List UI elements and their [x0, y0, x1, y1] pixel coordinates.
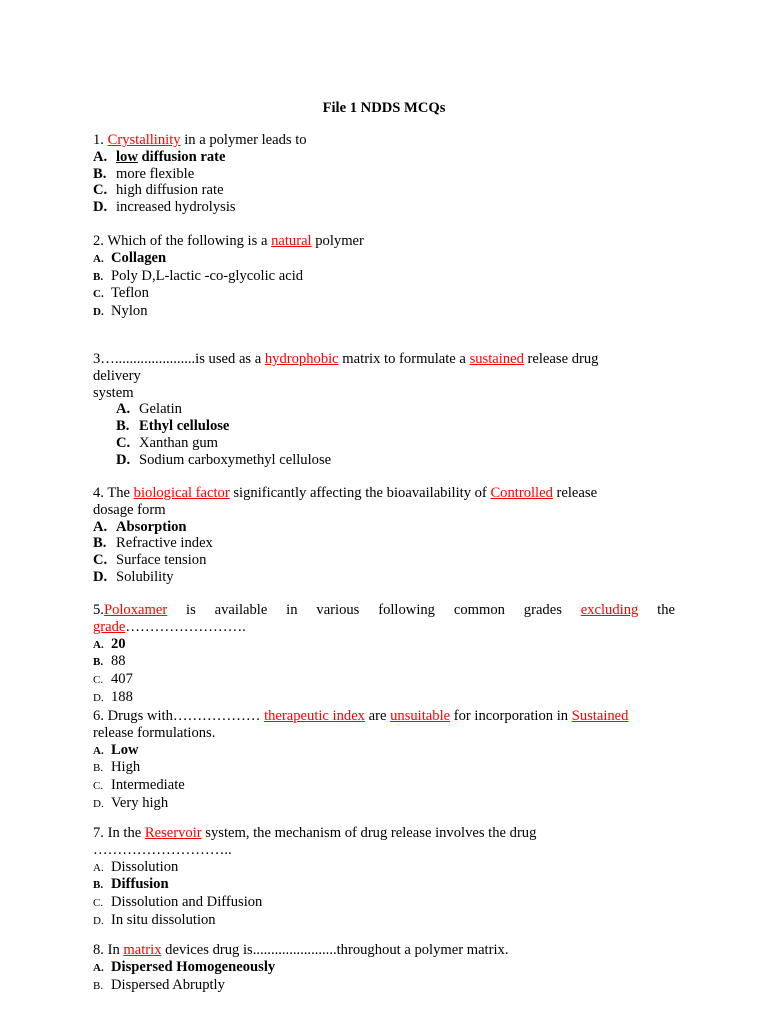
question-3-stem-line3: system: [93, 384, 134, 401]
question-6: [93, 708, 675, 813]
option-a: A. Gelatin: [116, 401, 182, 418]
highlighted-term: Controlled: [490, 485, 553, 501]
option-a: A. Dissolution: [93, 858, 179, 875]
option-b: B. Ethyl cellulose: [116, 418, 230, 435]
option-d: D. 188: [93, 688, 133, 705]
question-7: [93, 825, 675, 930]
question-8: [93, 942, 675, 994]
highlighted-term: hydrophobic: [264, 351, 339, 367]
option-a: A. Dispersed Homogeneously: [93, 958, 276, 975]
option-b: B. Dispersed Abruptly: [93, 976, 225, 993]
question-7-stem: 7. In the Reservoir system, the mechanism of drug release involves the drug: [93, 825, 537, 841]
highlighted-term: Sustained: [571, 708, 629, 724]
question-2-stem: 2. Which of the following is a natural polymer: [93, 233, 364, 249]
question-3-stem-line2: delivery: [93, 367, 141, 384]
question-8-stem: 8. In matrix devices drug is.......................throughout a polymer matrix.: [93, 942, 509, 958]
option-c: C. Xanthan gum: [116, 434, 219, 451]
question-6-stem: 6. Drugs with……………… therapeutic index are unsuitable for incorporation in Sustained: [93, 708, 629, 724]
highlighted-term: Crystallinity: [107, 132, 181, 148]
question-4-stem-line2: dosage form: [93, 501, 166, 518]
option-d: D. Very high: [93, 794, 169, 811]
option-a: A. low diffusion rate: [93, 148, 226, 165]
question-3: [93, 351, 675, 469]
option-d: D. increased hydrolysis: [93, 199, 236, 216]
option-b: B. more flexible: [93, 165, 195, 182]
document-title: File 1 NDDS MCQs: [322, 100, 446, 116]
question-1-stem: [93, 132, 675, 149]
question-7-stem-line2: ………………………..: [93, 841, 232, 858]
option-b: B. Poly D,L-lactic -co-glycolic acid: [93, 267, 304, 284]
highlighted-term: Poloxamer: [103, 602, 168, 618]
question-5-stem-line2: grade…………………….: [93, 618, 246, 635]
option-c: C. Dissolution and Diffusion: [93, 894, 263, 911]
highlighted-term: grade: [93, 618, 126, 635]
highlighted-term: therapeutic index: [264, 708, 365, 724]
highlighted-term: natural: [271, 233, 312, 249]
option-d: D. In situ dissolution: [93, 911, 216, 928]
option-b: B. 88: [93, 653, 126, 670]
highlighted-term: excluding: [580, 602, 639, 618]
option-b: B. Refractive index: [93, 535, 213, 552]
option-c: C. high diffusion rate: [93, 182, 224, 199]
question-4: [93, 485, 675, 586]
option-a: A. Collagen: [93, 249, 167, 266]
question-6-stem-line2: release formulations.: [93, 724, 216, 741]
highlighted-term: Reservoir: [144, 825, 202, 841]
option-c: C. Teflon: [93, 285, 149, 302]
question-3-stem: 3…......................is used as a hydrophobic matrix to formulate a sustained release drug: [93, 351, 599, 367]
option-d: D. Nylon: [93, 303, 148, 320]
highlighted-term: sustained: [469, 351, 524, 367]
highlighted-term: matrix: [123, 942, 162, 958]
highlighted-term: biological factor: [133, 485, 230, 501]
option-c: C. Surface tension: [93, 552, 207, 569]
option-d: D. Solubility: [93, 568, 174, 585]
option-b: B. High: [93, 759, 141, 776]
question-5: [93, 602, 675, 707]
question-5-stem: 5.Poloxamer is available in various following common grades excluding the: [93, 602, 675, 618]
question-4-stem: 4. The biological factor significantly affecting the bioavailability of Controlled release: [93, 485, 598, 501]
highlighted-term: unsuitable: [390, 708, 451, 724]
question-1: [93, 132, 675, 216]
option-a: A. Low: [93, 741, 139, 758]
option-b: B. Diffusion: [93, 876, 169, 893]
question-2: [93, 233, 675, 321]
question-number: 1.: [93, 132, 108, 148]
option-a: A. 20: [93, 635, 126, 652]
question-text: in a polymer leads to: [180, 132, 307, 148]
option-c: C. Intermediate: [93, 777, 185, 794]
option-d: D. Sodium carboxymethyl cellulose: [116, 451, 332, 468]
option-a: A. Absorption: [93, 518, 187, 535]
option-c: C. 407: [93, 671, 133, 688]
